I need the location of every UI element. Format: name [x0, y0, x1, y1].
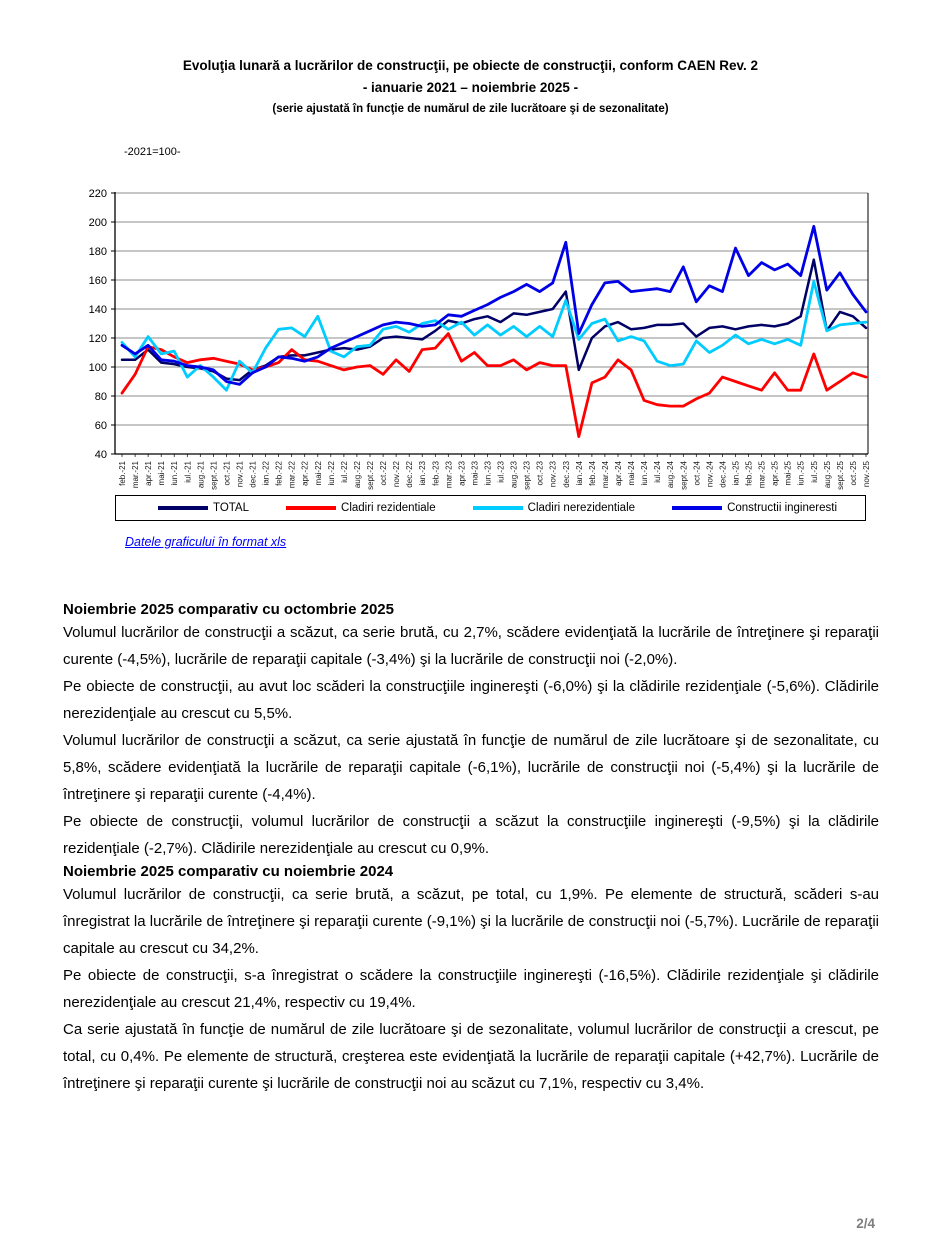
svg-text:feb.-22: feb.-22 — [274, 461, 284, 486]
svg-text:60: 60 — [94, 420, 107, 432]
legend-item-ingineresti — [672, 502, 837, 514]
svg-text:dec.-23: dec.-23 — [561, 461, 571, 488]
svg-text:aug.-22: aug.-22 — [352, 461, 362, 489]
paragraph-adjusted-yoy: Ca serie ajustată în funcţie de numărul de zile lucrătoare şi de sezonalitate, volumul lucrărilor de construcţii a crescut, pe total, cu 0,4%. Pe elemente de structură, creşterea este evidenţiată la lucrările de reparaţii capitale (+42,7%). Lucrările de întreţinere şi reparaţii curente şi lucrările de construcţii noi au scăzut cu 7,1%, respectiv cu 3,4%. — [63, 1021, 879, 1092]
svg-text:aug.-23: aug.-23 — [509, 461, 519, 489]
svg-text:ian.-25: ian.-25 — [731, 461, 741, 486]
svg-text:mar.-23: mar.-23 — [444, 461, 454, 489]
svg-text:nov.-24: nov.-24 — [705, 461, 715, 488]
svg-text:iul.-22: iul.-22 — [339, 461, 349, 483]
svg-text:ian.-24: ian.-24 — [574, 461, 584, 486]
legend-label-ingineresti: Constructii ingineresti — [727, 502, 837, 514]
svg-text:dec.-24: dec.-24 — [718, 461, 728, 488]
ingineresti-line-swatch — [672, 506, 722, 510]
section-heading-year-over-year: Noiembrie 2025 comparativ cu noiembrie 2024 — [63, 863, 394, 880]
page-number: 2/4 — [856, 1216, 875, 1231]
legend-label-total: TOTAL — [213, 502, 249, 514]
svg-text:iul.-24: iul.-24 — [653, 461, 663, 483]
paragraph-objects-gross-yoy: Pe obiecte de construcţii, s-a înregistrat o scădere la construcţiile inginereşti (-16,5%). Clădirile rezidenţiale şi clădirile nerezidenţiale au crescut 21,4%, respectiv cu 19,4%. — [63, 967, 879, 1011]
svg-text:apr.-25: apr.-25 — [770, 461, 780, 486]
svg-text:feb.-21: feb.-21 — [118, 461, 127, 486]
svg-text:mai-21: mai-21 — [157, 461, 167, 486]
svg-text:140: 140 — [88, 304, 107, 316]
svg-text:oct.-22: oct.-22 — [379, 461, 389, 486]
svg-text:apr.-24: apr.-24 — [614, 461, 623, 486]
svg-text:oct.-25: oct.-25 — [848, 461, 858, 486]
svg-text:nov.-25: nov.-25 — [862, 461, 871, 488]
svg-text:nov.-22: nov.-22 — [392, 461, 402, 488]
legend-item-rezidentiale — [286, 502, 436, 514]
section-heading-month-over-month: Noiembrie 2025 comparativ cu octombrie 2025 — [63, 601, 394, 618]
svg-text:ian.-23: ian.-23 — [418, 461, 428, 486]
report-body — [63, 600, 879, 1097]
chart-data-xls-link[interactable]: Datele graficului în format xls — [125, 535, 287, 549]
svg-text:iun.-22: iun.-22 — [326, 461, 336, 486]
legend-label-nerezidentiale: Cladiri nerezidentiale — [527, 502, 636, 514]
svg-text:mar.-21: mar.-21 — [131, 461, 141, 489]
paragraph-objects-adjusted-mom: Pe obiecte de construcţii, volumul lucrărilor de construcţii a scăzut la construcţiile inginereşti (-9,5%) şi la clădirile rezidenţiale (-2,7%). Clădirile nerezidenţiale au crescut cu 0,9%. — [63, 813, 879, 857]
svg-text:mai-23: mai-23 — [470, 461, 480, 486]
svg-text:iul.-21: iul.-21 — [183, 461, 193, 483]
svg-text:100: 100 — [88, 362, 107, 374]
svg-text:iul.-23: iul.-23 — [496, 461, 506, 483]
nerezidentiale-line-swatch — [473, 506, 523, 510]
svg-text:aug.-25: aug.-25 — [822, 461, 832, 489]
svg-text:200: 200 — [88, 217, 107, 229]
svg-text:ian.-22: ian.-22 — [261, 461, 271, 486]
svg-text:220: 220 — [88, 188, 107, 200]
svg-text:feb.-25: feb.-25 — [744, 461, 754, 486]
svg-text:mai-25: mai-25 — [783, 461, 793, 486]
paragraph-gross-mom: Volumul lucrărilor de construcţii a scăzut, ca serie brută, cu 2,7%, scădere evidenţiată la lucrările de întreţinere şi reparaţii curente (-4,5%), lucrările de reparaţii capitale (-3,4%) şi la lucrările de construcţii noi (-2,0%). — [63, 624, 879, 668]
paragraph-objects-gross-mom: Pe obiecte de construcţii, au avut loc scăderi la construcţiile inginereşti (-6,0%) şi la clădirile rezidenţiale (-5,6%). Clădirile nerezidenţiale au crescut cu 5,5%. — [63, 678, 879, 722]
svg-text:mai-24: mai-24 — [627, 461, 637, 486]
svg-text:nov.-23: nov.-23 — [548, 461, 558, 488]
svg-text:sept.-21: sept.-21 — [209, 461, 219, 490]
svg-text:iun.-25: iun.-25 — [796, 461, 806, 486]
svg-text:dec.-22: dec.-22 — [405, 461, 415, 488]
svg-text:120: 120 — [88, 333, 107, 345]
svg-text:oct.-24: oct.-24 — [692, 461, 702, 486]
paragraph-adjusted-mom: Volumul lucrărilor de construcţii a scăzut, ca serie ajustată în funcţie de numărul de zile lucrătoare şi de sezonalitate, cu 5,8%, scădere evidenţiată la lucrările de reparaţii capitale (-6,1%), lucrările de construcţii noi (-5,4%) şi la lucrările de întreţinere şi reparaţii curente (-4,4%). — [63, 732, 879, 803]
svg-text:feb.-24: feb.-24 — [587, 461, 597, 486]
svg-text:feb.-23: feb.-23 — [431, 461, 441, 486]
svg-text:mai-22: mai-22 — [313, 461, 323, 486]
svg-text:oct.-21: oct.-21 — [222, 461, 232, 486]
chart-unit-note: -2021=100- — [124, 146, 181, 158]
chart-legend — [115, 495, 866, 521]
svg-text:mar.-22: mar.-22 — [287, 461, 297, 489]
svg-text:iun.-23: iun.-23 — [483, 461, 493, 486]
svg-text:iul.-25: iul.-25 — [809, 461, 819, 483]
svg-text:sept.-22: sept.-22 — [366, 461, 375, 490]
svg-text:iun.-21: iun.-21 — [170, 461, 180, 486]
svg-text:40: 40 — [94, 449, 107, 461]
paragraph-gross-yoy: Volumul lucrărilor de construcţii, ca serie brută, a scăzut, pe total, cu 1,9%. Pe elemente de structură, scăderi s-au înregistrat la lucrările de întreţinere şi reparaţii curente (-9,1%) şi la lucrările de construcţii noi (-5,7%). Lucrările de reparaţii capitale au crescut cu 34,2%. — [63, 886, 879, 957]
svg-text:sept.-24: sept.-24 — [679, 461, 689, 490]
svg-text:180: 180 — [88, 246, 107, 258]
svg-text:80: 80 — [94, 391, 107, 403]
report-title — [0, 56, 941, 117]
svg-text:aug.-21: aug.-21 — [196, 461, 206, 489]
svg-text:aug.-24: aug.-24 — [666, 461, 676, 489]
title-line-1: Evoluţia lunară a lucrărilor de construcţii, pe obiecte de construcţii, conform CAEN Rev. 2 — [182, 58, 759, 73]
title-line-2: - ianuarie 2021 – noiembrie 2025 - — [362, 80, 579, 95]
svg-text:sept.-23: sept.-23 — [522, 461, 532, 490]
svg-text:iun.-24: iun.-24 — [640, 461, 650, 486]
legend-item-total — [158, 502, 249, 514]
rezidentiale-line-swatch — [286, 506, 336, 510]
title-line-3: (serie ajustată în funcţie de numărul de zile lucrătoare şi de sezonalitate) — [272, 103, 669, 115]
legend-item-nerezidentiale — [473, 502, 635, 514]
svg-text:apr.-22: apr.-22 — [300, 461, 310, 486]
total-line-swatch — [158, 506, 208, 510]
svg-text:oct.-23: oct.-23 — [535, 461, 545, 486]
svg-text:mar.-24: mar.-24 — [600, 461, 610, 489]
svg-text:apr.-21: apr.-21 — [144, 461, 154, 486]
svg-text:nov.-21: nov.-21 — [235, 461, 245, 488]
svg-text:160: 160 — [88, 275, 107, 287]
svg-text:apr.-23: apr.-23 — [457, 461, 467, 486]
legend-label-rezidentiale: Cladiri rezidentiale — [341, 502, 436, 514]
svg-text:mar.-25: mar.-25 — [757, 461, 767, 489]
svg-text:dec.-21: dec.-21 — [248, 461, 258, 488]
svg-text:sept.-25: sept.-25 — [835, 461, 845, 490]
